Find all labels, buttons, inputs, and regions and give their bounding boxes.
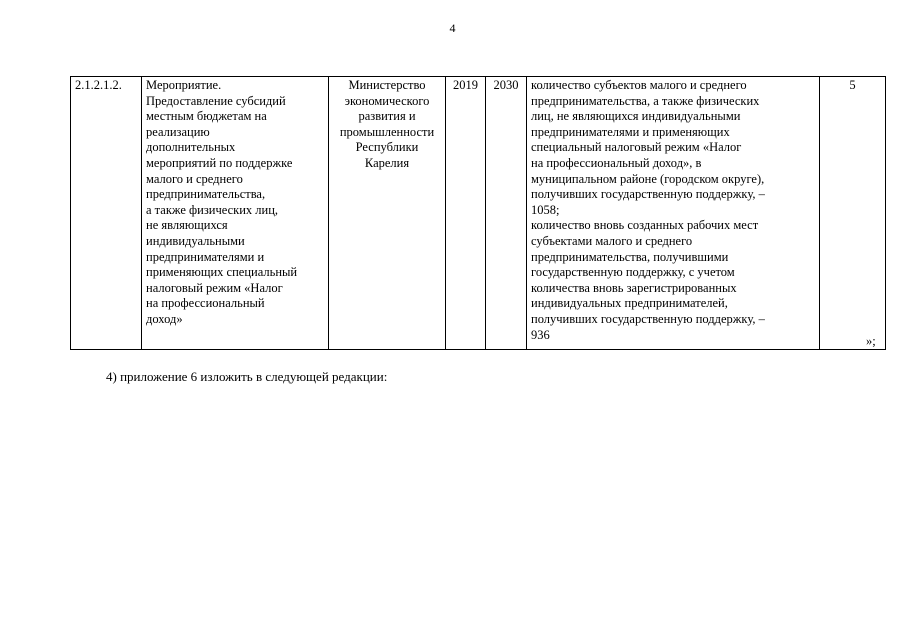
indicator-line: предпринимателями и применяющих [531,124,730,139]
cell-code [71,77,142,350]
name-line: налоговый режим «Налог [146,280,283,295]
program-table [70,76,886,350]
name-line: дополнительных [146,140,236,155]
cell-value [820,77,886,350]
closing-quote-mark: »; [866,334,876,348]
indicator-line: на профессиональный доход», в [531,155,702,170]
name-line: доход» [146,311,183,326]
indicator-line: 936 [531,327,550,342]
ministry-line: экономического [344,93,430,108]
indicator-line: специальный налоговый режим «Налог [531,140,742,155]
name-line: индивидуальными [146,233,245,248]
indicator-line: количество субъектов малого и среднего [531,78,747,92]
name-line: предпринимателями и [146,249,265,264]
indicator-line: количества вновь зарегистрированных [531,280,737,295]
name-line: малого и среднего [146,171,243,186]
indicator-line: субъектами малого и среднего [531,233,693,248]
start-year-text: 2019 [453,78,478,92]
ministry-line: промышленности [339,124,435,139]
cell-end-year [486,77,527,350]
table-row [71,77,886,350]
value-text: 5 [849,78,856,92]
name-line: предпринимательства, [146,187,266,202]
indicator-line: получивших государственную поддержку, – [531,311,765,326]
name-line: применяющих специальный [146,265,298,280]
name-line: а также физических лиц, [146,202,279,217]
name-line: Предоставление субсидий [146,93,286,108]
page-number: 4 [449,21,456,35]
indicator-line: муниципальном районе (городском округе), [531,171,765,186]
name-line: мероприятий по поддержке [146,155,293,170]
cell-name [142,77,329,350]
name-line: не являющихся [146,218,228,233]
indicator-line: количество вновь созданных рабочих мест [531,218,759,233]
code-text: 2.1.2.1.2. [75,78,122,92]
ministry-line: Карелия [364,155,410,170]
cell-ministry [329,77,446,350]
indicator-line: лиц, не являющихся индивидуальными [531,109,741,124]
indicator-line: государственную поддержку, с учетом [531,265,735,280]
cell-start-year [446,77,486,350]
indicator-line: 1058; [531,202,560,217]
ministry-line: Республики [355,140,419,155]
indicator-line: индивидуальных предпринимателей, [531,296,728,311]
name-line: местным бюджетам на [146,109,267,124]
ministry-line: развития и [358,109,416,124]
amendment-item-text: 4) приложение 6 изложить в следующей редакции: [106,369,388,384]
ministry-line: Министерство [348,78,426,92]
indicator-line: предпринимательства, а также физических [531,93,760,108]
indicator-line: получивших государственную поддержку, – [531,187,765,202]
cell-indicator [527,77,820,350]
name-line: реализацию [146,124,210,139]
indicator-line: предпринимательства, получившими [531,249,729,264]
name-line: на профессиональный [146,296,265,311]
name-line: Мероприятие. [146,78,222,92]
end-year-text: 2030 [493,78,519,92]
